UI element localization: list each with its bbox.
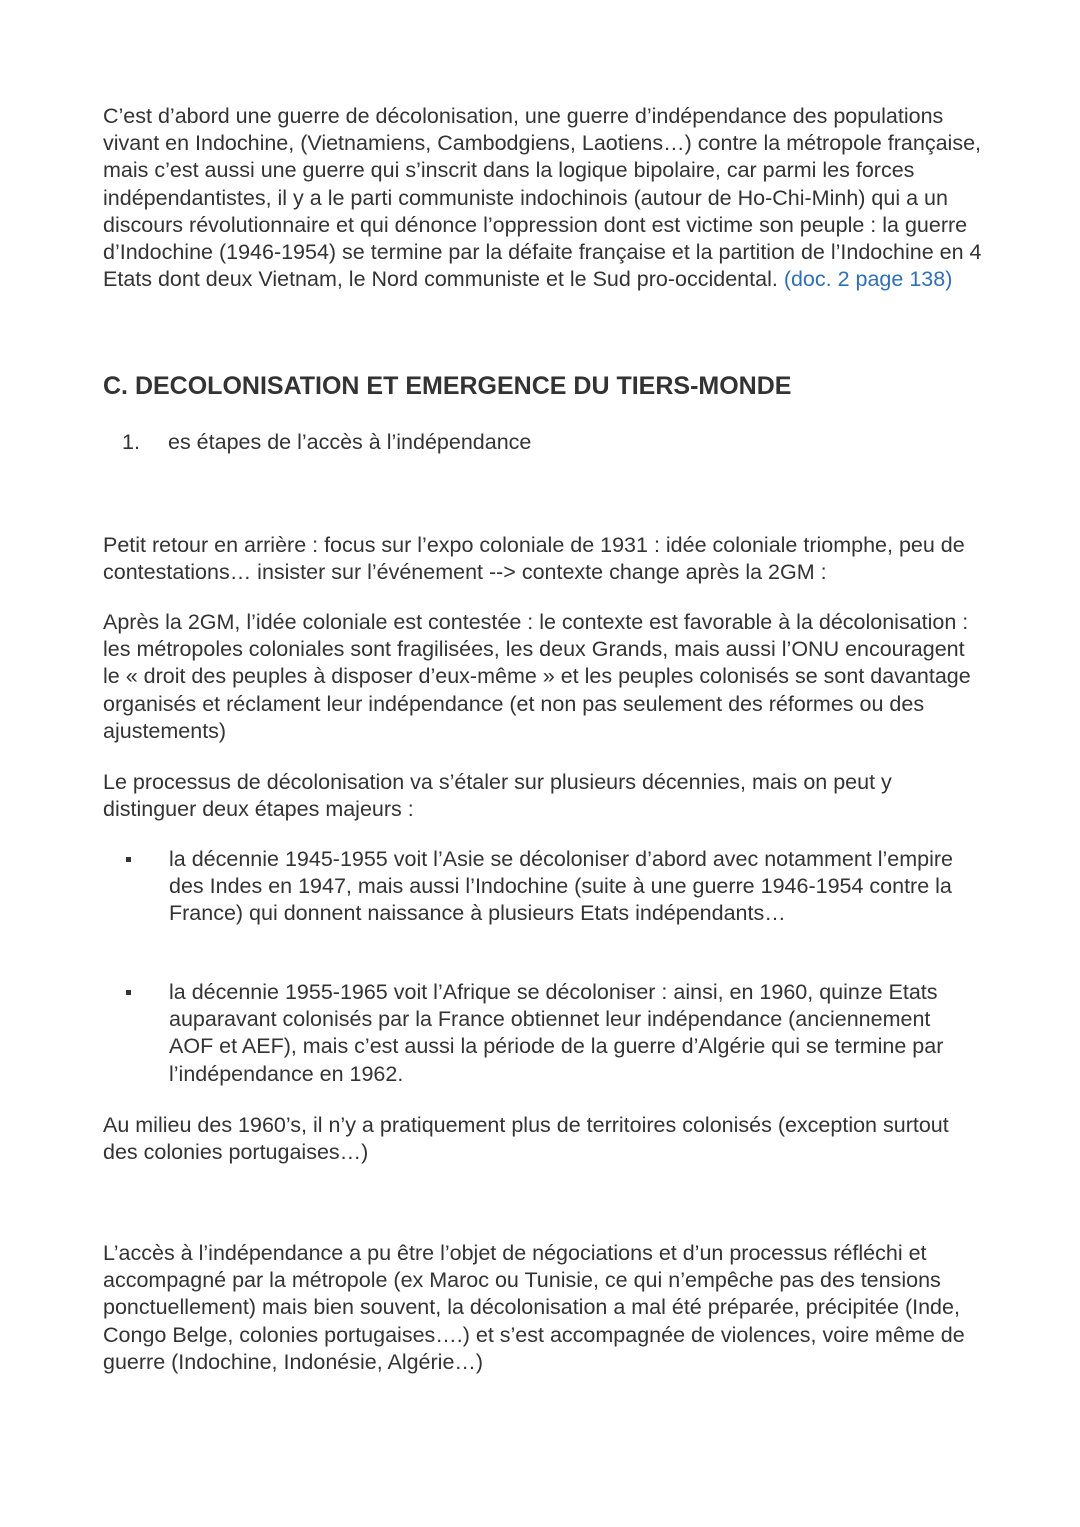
subheading-text: es étapes de l’accès à l’indépendance — [168, 430, 532, 454]
list-item-text: la décennie 1945-1955 voit l’Asie se décoloniser d’abord avec notamment l’empire des Indes en 1947, mais aussi l’Indochine (suite à une guerre 1946-1954 contre la France) qui donnent naissance à plusieurs Etats indépendants… — [169, 847, 954, 926]
doc-reference-link[interactable]: (doc. 2 page 138) — [783, 267, 953, 292]
paragraph-after-ww2: Après la 2GM, l’idée coloniale est contestée : le contexte est favorable à la décolonisation : les métropoles coloniales sont fragilisées, les deux Grands, mais aussi l’ONU encouragent le « droit des peuples à disposer d’eux-même » et les peuples colonisés se sont davantage organisés et réclament leur indépendance (et non pas seulement des réformes ou des ajustements) — [103, 610, 971, 743]
numbered-subheading — [122, 429, 531, 456]
paragraph-mid-1960s: Au milieu des 1960’s, il n’y a pratiquement plus de territoires colonisés (exception surtout des colonies portugaises…) — [103, 1113, 949, 1165]
bullet-square-icon — [126, 857, 131, 862]
paragraph-access-independence: L’accès à l’indépendance a pu être l’objet de négociations et d’un processus réfléchi et accompagné par la métropole (ex Maroc ou Tunisie, ce qui n’empêche pas des tensions ponctuellement) mais bien souvent, la décolonisation a mal été préparée, précipitée (Inde, Congo Belge, colonies portugaises….) et s’est accompagnée de violences, voire même de guerre (Indochine, Indonésie, Algérie…) — [103, 1241, 965, 1374]
paragraph-indochina-war-text: C’est d’abord une guerre de décolonisation, une guerre d’indépendance des populations vivant en Indochine, (Vietnamiens, Cambodgiens, Laotiens…) contre la métropole française, mais c’est aussi une guerre qui s’inscrit dans la logique bipolaire, car parmi les forces indépendantistes, il y a le parti communiste indochinois (autour de Ho-Chi-Minh) qui a un discours révolutionnaire et qui dénonce l’oppression dont est victime son peuple : la guerre d’Indochine (1946-1954) se termine par la défaite française et la partition de l’Indochine en 4 Etats dont deux Vietnam, le Nord communiste et le Sud pro-occidental. — [103, 104, 982, 292]
list-item-text: la décennie 1955-1965 voit l’Afrique se décoloniser : ainsi, en 1960, quinze Etats auparavant colonisés par la France obtiennet leur indépendance (anciennement AOF et AEF), mais c’est aussi la période de la guerre d’Algérie qui se termine par l’indépendance en 1962. — [169, 980, 944, 1086]
bullet-square-icon — [126, 990, 131, 995]
paragraph-indochina-war — [103, 103, 983, 293]
section-heading: C. DECOLONISATION ET EMERGENCE DU TIERS-MONDE — [103, 372, 792, 400]
paragraph-process: Le processus de décolonisation va s’étaler sur plusieurs décennies, mais on peut y distinguer deux étapes majeurs : — [103, 770, 892, 822]
list-number: 1. — [122, 430, 140, 454]
paragraph-colonial-expo: Petit retour en arrière : focus sur l’expo coloniale de 1931 : idée coloniale triomphe, peu de contestations… insister sur l’événement --> contexte change après la 2GM : — [103, 533, 965, 585]
